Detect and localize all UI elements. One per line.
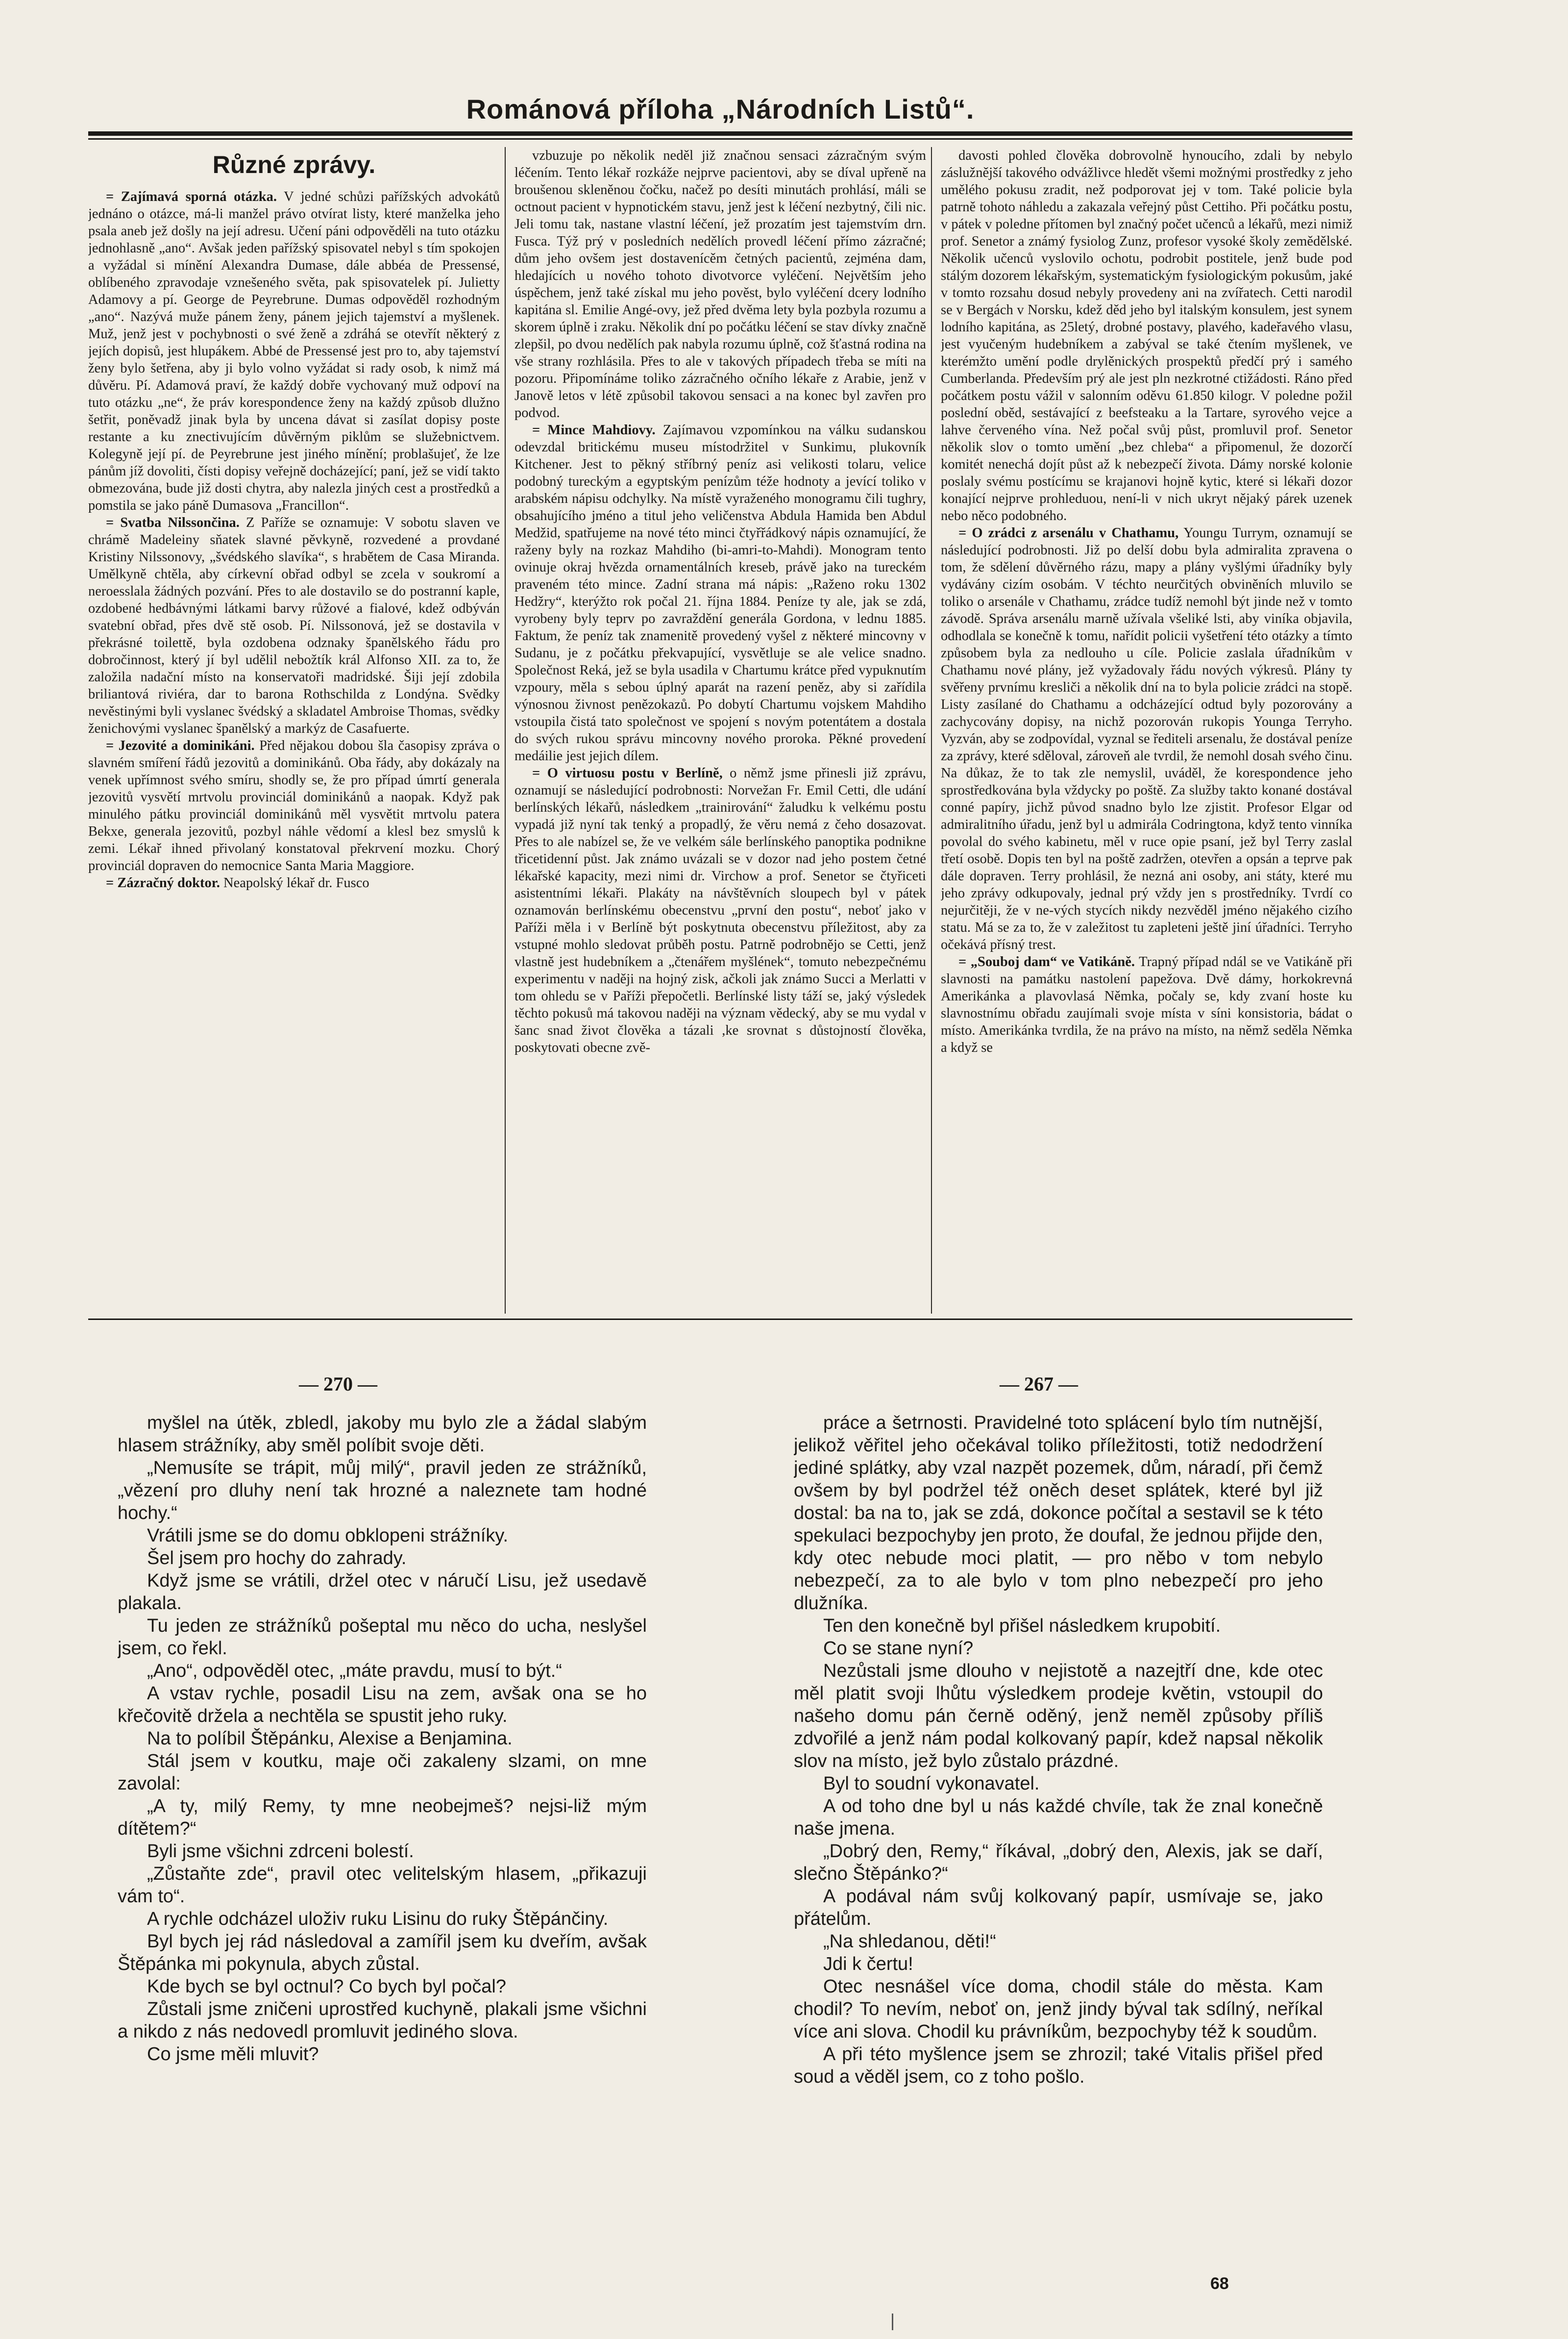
novel-paragraph: Zůstali jsme zničeni uprostřed kuchyně, plakali jsme všichni a nikdo z nás nedovedl promluvit jediného slova. (118, 1999, 647, 2042)
novel-paragraph: Tu jeden ze strážníků pošeptal mu něco do ucha, neslyšel jsem, co řekl. (118, 1616, 647, 1659)
news-item (941, 524, 1352, 953)
news-item (514, 765, 926, 1056)
novel-paragraph: Co jsme měli mluvit? (147, 2044, 319, 2065)
novel-paragraph: Co se stane nyní? (823, 1638, 974, 1659)
section-bottom-rule (88, 1319, 1352, 1320)
news-item (88, 737, 500, 874)
news-item (88, 188, 500, 514)
novel-paragraph: „Na shledanou, děti!“ (823, 1931, 996, 1952)
news-item-headline: = Jezovité a dominikáni. (106, 738, 255, 753)
novel-paragraph: „Ano“, odpověděl otec, „máte pravdu, musí to být.“ (147, 1661, 562, 1681)
page-number-left: — 270 — (299, 1373, 377, 1395)
novel-paragraph: práce a šetrnosti. Pravidelné toto splácení bylo tím nutnější, jelikož věřitel jeho očekával toliko příležitosti, totiž nedodržení jediné splátky, aby vzal nazpět pozemek, dům, náradí, při čemž ovšem by byl podržel též oněch deset splátek, které byl již dostal: ba na to, jak se zdá, dokonce počítal a sestavil se k této spekulaci bezpochyby jen proto, že doufal, že jednou přijde den, kdy otec nebude moci platit, — pro něbo v tom nebylo nebezpečí, za to ale bylo v tom plno nebezpečí pro jeho dlužníka. (794, 1413, 1323, 1614)
news-item-text: Zajímavou vzpomínkou na válku sudanskou odevzdal britickému museu místodržitel v Sunkimu, plukovník Kitchener. Jest to pěkný stříbrný peníz asi velikosti tolaru, velice podobný tureckým a egyptským penízům téže hodnoty a jevící toliko v arabském nápisu odchylky. Na místě vyraženého monogramu čili tughry, obsahujícího jméno a titul jeho veličenstva Abdula Hamida ben Abdul Medžid, spatřujeme na nové této minci čtyřřádkový nápis oznamující, že raženy byly na rozkaz Mahdiho (bi-amri-to-Mahdi). Monogram tento ovinuje okraj hvězda ornamentálních kreseb, právě jako na tureckém praveném této mince. Zadní strana má nápis: „Raženo roku 1302 Hedžry“, kterýžto rok počal 21. října 1884. Peníze ty ale, jak se zdá, vyrobeny byly teprv po zavraždění generála Gordona, v lednu 1885. Faktum, že peníz tak znamenitě provedený vyšel z některé mincovny v Sudanu, je z počátku překvapující, vysvětluje se ale velice snadno. Společnost Reká, jež se byla usadila v Chartumu krátce před vypuknutím vzpoury, měla s sebou úplný aparát na razení peněz, aby si zařídila výnosnou živnost penězokazů. Po dobytí Chartumu vojskem Mahdiho vstoupila čistá tato společnost ve spojení s novým potentátem a dostala do svých rukou správu mincovny nového proroka. Pěkné provedení medáilie jest jejich dílem. (514, 423, 926, 764)
footer-sheet-number: 68 (1210, 2274, 1229, 2293)
news-item-text: Youngu Turrym, oznamují se následující podrobnosti. Již po delší dobu byla admiralita zpravena o tom, že sdělení důvěrného rázu, mapy a plány vyšlými úřadníky byly vydávány cizím osobám. V téchto neurčitých obviněních mluvilo se toliko o arsenále v Chathamu, zrádce tudíž nemohl být jinde než v tomto závodě. Správa arsenálu marně užívala všeliké lsti, aby viníka objavila, odhodlala se konečně k tomu, nařídit policii vyšetření této otázky a tímto způsobem byla za nedlouho u cíle. Policie zaslala úřadníkům v Chathamu nové plány, jež vyžadovaly řádu nových výkresů. Plány ty svěřeny prvnímu kresliči a několik dní na to byla policie zrádci na stopě. Listy zasílané do Chathamu a odcházející odtud byly pozorovány a zachycovány dopisy, na nichž pozorován rukopis Younga Terryho. Vyzván, aby se zodpovídal, vyznal se řediteli arsenalu, že dostával peníze za zprávy, které sděloval, zároveň ale tvrdil, že nemohl dosah svého činu. Na důkaz, že to tak zle nemyslil, uváděl, že korespondence jeho sprostředkována byla vždycky po poště. Za služby takto konané dostával conné papíry, jichž původ snadno bylo lze zjistit. Profesor Elgar od admiralitního úřadu, jenž byl u admirála Codringtona, když tento vinníka povolal do svého kabinetu, měl v ruce opie psaní, jež byl Terry zaslal třetí osobě. Dopis ten byl na poště zadržen, otevřen a opsán a teprve pak dále dopraven. Terry prohlásil, že nezná ani osoby, ani státy, které mu jeho zprávy odkupovaly, jednal prý vždy jen s prostředníky. Tvrdí co nejurčitěji, že v ne-vých stycích nikdy nezvěděl jméno nějakého cizího statu. Má se za to, že v zaležitost tu zapleteni ještě jiní úřadníci. Terryho očekává přísný trest. (941, 525, 1352, 952)
novel-paragraph: A od toho dne byl u nás každé chvíle, tak že znal konečně naše jmena. (794, 1796, 1323, 1839)
news-item-headline: = O zrádci z arsenálu v Chathamu, (958, 525, 1179, 541)
novel-paragraph: Kde bych se byl octnul? Co bych byl počal? (147, 1976, 506, 1997)
section-heading: Různé zprávy. (212, 151, 376, 178)
novel-paragraph: „Dobrý den, Remy,“ říkával, „dobrý den, Alexis, jak se daří, slečno Štěpánko?“ (794, 1841, 1323, 1884)
novel-paragraph: A při této myšlence jsem se zhrozil; také Vitalis přišel před soud a věděl jsem, co z toho pošlo. (794, 2044, 1323, 2087)
novel-paragraph: Byl to soudní vykonavatel. (823, 1773, 1040, 1794)
novel-paragraph: Na to políbil Štěpánku, Alexise a Benjamina. (147, 1728, 513, 1749)
novel-paragraph: „A ty, milý Remy, ty mne neobejmeš? nejsi-liž mým dítětem?“ (118, 1796, 647, 1839)
novel-paragraph: Vrátili jsme se do domu obklopeni strážníky. (147, 1525, 509, 1546)
masthead-title: Románová příloha „Národních Listů“. (466, 94, 975, 124)
novel-paragraph: Nezůstali jsme dlouho v nejistotě a nazejtří dne, kde otec měl platit svoji lhůtu výsledkem prodeje květin, vstoupil do našeho domu pán černě oděný, jenž neměl způsoby příliš zdvořilé a jenž nám podal kolkovaný papír, kdež napsal několik slov na místo, jež bylo zůstalo prázdné. (794, 1661, 1323, 1771)
news-item (514, 422, 926, 765)
news-item-text: o němž jsme přinesli již zprávu, oznamují se následující podrobnosti: Norvežan Fr. Emil Cetti, dle udání berlínských lékařů, následkem „trainirování“ žaludku k velkému postu vypadá již nyní tak tenký a propadlý, že věru nemá z čeho dosazovat. Přes to ale nabízel se, že ve velkém sále berlínského panoptika podnikne třicetidenní půst. Jak známo uvázali se v dozor nad jeho postem četné lékařské kapacity, mezi nimi dr. Virchow a prof. Senetor se čtyřiceti asistentními lékaři. Plakáty na návštěvních sloupech byl v pátek oznamován berlínskému obecenstvu „první den postu“, neboť jako v Paříži měla i v Berlíně být poskytnuta obecenstvu příležitost, aby za vstupné mohlo sledovat průběh postu. Patrně podrobnějo se Cetti, jenž vlastně jest hudebníkem a „čtenářem myšlének“, tomuto nebezpečnému experimentu v naději na hojný zisk, ačkoli jak známo Succi a Merlatti v tom ohledu se v Paříži přepočetli. Berlínské listy táží se, jaký výsledek těchto pokusů má takovou naději na význam vědecký, aby se mu vydal v šanc snad život člověka a tázali ,ke srovnat s důstojností člověka, poskytovati obecne zvě- (514, 766, 926, 1055)
novel-page-right (794, 1412, 1323, 2304)
news-item-text: Trapný případ ndál se ve Vatikáně při slavnosti na památku nastolení papežova. Dvě dámy, horkokrevná Amerikánka a plavovlasá Němka, počaly se, kdy zvaní hoste ku slavnostnímu obřadu zaujímali svoje místa v síni konsistoria, bádat o místo. Amerikánka tvrdila, že na právo na místo, na němž seděla Němka a když se (941, 954, 1352, 1055)
novel-paragraph: Když jsme se vrátili, držel otec v náručí Lisu, jež usedavě plakala. (118, 1570, 647, 1614)
page-number-right: — 267 — (1000, 1373, 1078, 1395)
novel-paragraph: Byli jsme všichni zdrceni bolestí. (147, 1841, 414, 1862)
news-item-headline: = Mince Mahdiovy. (532, 423, 656, 438)
news-item-text: Neapolský lékař dr. Fusco (220, 875, 369, 891)
novel-paragraph: Otec nesnášel více doma, chodil stále do města. Kam chodil? To nevím, neboť on, jenž jindy býval tak sdílný, neříkal více ani slova. Chodil ku právníkům, bezpochyby též k soudům. (794, 1976, 1323, 2042)
news-item-text: V jedné schůzi pařížských advokátů jednáno o otázce, má-li manžel právo otvírat listy, které manželka jeho psala aneb jež došly na její adresu. Učení páni odpověděli na tuto otázku jednohlasně „ano“. Avšak jeden pařížský spisovatel nebyl s tím spokojen a vyžádal si mínění Alexandra Dumase, dále abbéa de Pressensé, oblíbeného zpravodaje vznešeného světa, pak spisovatelek pí. Julietty Adamovy a pí. George de Peyrebrune. Dumas odpověděl rozhodným „ano“. Nazývá muže pánem ženy, pánem jejich tajemství a myšlenek. Muž, jenž jest v pochybnosti o své ženě a zdráhá se otevřít některý z jejích dopisů, jest hlupákem. Abbé de Pressensé jest pro to, aby tajemství ženy bylo šetřena, aby ji bylo volno vyžádat si rady osob, k nimž má důvěru. Pí. Adamová praví, že každý dobře vychovaný muž odpoví na tuto otázku „ne“, že práv korespondence ženy na každý způsob dlužno šetřit, poněvadž jinak byla by uncena dávat si zasílat dopisy poste restante a ku znectivujícím důvěrným piklům se služebnictvem. Kolegyně její pí. de Peyrebrune jest jiného mínění; problašujeť, že lze pánům jíž dovoliti, čísti dopisy veřejně docházející; paní, jež se vidí takto obmezována, bude již dosti chytra, aby nalezla jiných cest a prostředků a pomstila se jako páně Dumasova „Francillon“. (88, 189, 500, 513)
column-divider (505, 147, 506, 1314)
news-item (941, 953, 1352, 1056)
novel-paragraph: Stál jsem v koutku, maje oči zakaleny slzami, on mne zavolal: (118, 1751, 647, 1794)
novel-paragraph: A vstav rychle, posadil Lisu na zem, avšak ona se ho křečovitě držela a nechtěla se spustit jeho ruky. (118, 1683, 647, 1726)
news-item-headline: = Zajímavá sporná otázka. (106, 189, 277, 204)
novel-paragraph: „Zůstaňte zde“, pravil otec velitelským hlasem, „přikazuji vám to“. (118, 1864, 647, 1907)
novel-paragraph: A rychle odcházel uloživ ruku Lisinu do ruky Štěpánčiny. (147, 1909, 609, 1929)
column-divider (931, 147, 932, 1314)
news-item-text: Z Paříže se oznamuje: V sobotu slaven ve chrámě Madeleiny sňatek slavné pěvkyně, rozvedené a provdané Kristiny Nilssonovy, „švédského slavíka“, s hrabětem de Casa Miranda. Umělkyně chtěla, aby církevní obřad odbyl se zcela v soukromí a neroesslala žádných pozvání. Přes to ale dostavilo se do postranní kaple, ozdobené hedbávnými látkami barvy růžové a fialové, kdež odbýván svatební obřad, přes dvě stě osob. Pí. Nilssonová, jež se dostavila v překrásné toilettě, byla ozdobena odznaky španělského řádu pro dobročinnost, který jí byl udělil nebožtík král Alfonso XII. za to, že založila nadační místo na konservatoři madridské. Šiji její zdobila briliantová riviéra, dar to barona Rothschilda z Londýna. Svědky nevěstinými byli vyslanec švédský a skladatel Ambroise Thomas, svědky ženichovými vyslanec španělský a markýz de Casafuerte. (88, 515, 500, 736)
news-item-headline: = Zázračný doktor. (106, 875, 220, 891)
news-column-3 (941, 147, 1352, 1314)
news-column-2 (514, 147, 926, 1314)
news-column-1 (88, 147, 500, 1314)
news-item-text: davosti pohled člověka dobrovolně hynoucího, zdali by nebylo záslužnější takového odvážlivce hledět všemi možnými prostředky z jeho umělého pokusu zradit, než podporovat jej v tom. Také policie byla patrně tohoto náhledu a zakazala veřejný půst Cettiho. Při počátku postu, v pátek v poledne přítomen byl značný počet učenců a lékařů, mezi nimiž prof. Senetor a známý fysiolog Zunz, profesor vysoké školy zemědělské. Několik učenců vyslovilo ochotu, podrobit postitele, jenž bude pod stálým dozorem lékařským, systematickým fysiologickým pokusům, jaké v tomto rozsahu dosud nebyly provedeny ani na zvířatech. Cetti narodil se v Bergách v Norsku, kdež děd jeho byl italským konsulem, jest synem lodního kapitána, as 25letý, drobné postavy, plavého, kadeřavého vlasu, jest vyučeným hudebníkem a zabýval se také čtením myšlenek, ve kterémžto umění podle drylěnických prospektů předčí prý i samého Cumberlanda. Především prý ale jest pln nezkrotné ctižádosti. Ráno před počátkem postu vážil v salonním oděvu 61.850 kilogr. V poledne požil poslední oběd, sestávající z beefsteaku a la Tartare, syrového vejce a lahve červeného vína. Než počal svůj půst, promluvil prof. Senetor několik slov o tomto umění „bez chleba“ a připomenul, že dozorčí komitét nenechá dojít půst až k nebezpečí života. Dámy norské kolonie poslaly svému postícímu se krajanovi hojně kytic, které si lékaři dozor konající nejprve prohleduou, není-li v nich ukryt nějaký párek uzenek nebo něco podobného. (941, 148, 1352, 523)
novel-paragraph: Jdi k čertu! (823, 1954, 913, 1974)
news-item (941, 147, 1352, 524)
novel-paragraph: Ten den konečně byl přišel následkem krupobití. (823, 1616, 1221, 1636)
masthead-rule (88, 131, 1352, 136)
novel-paragraph: Byl bych jej rád následoval a zamířil jsem ku dveřím, avšak Štěpánka mi pokynula, abych zůstal. (118, 1931, 647, 1974)
news-item-text: vzbuzuje po několik neděl již značnou sensaci zázračným svým léčením. Tento lékař rozkáže nejprve pacientovi, aby se díval upřeně na broušenou skleněnou čočku, načež po desíti minutách prohlásí, máli se octnout pacient v hypnotickém stavu, jenž jest k léčení nezbytný, čili nic. Jeli tomu tak, nastane vlastní léčení, jež prozatím jest tajemstvím drn. Fusca. Týž prý v posledních nedělích provedl léčení přímo zázračné; dům jeho ovšem jest dostavenícěm četných pacientů, zejména dam, hledajících u nového tohoto divotvorce vyléčení. Největším jeho úspěchem, jenž také získal mu jeho pověst, bylo vyléčení dcery lodního kapitána sl. Emilie Angé-ovy, jež před dvěma lety byla pozbyla rozumu a skorem úplně i zraku. Několik dní po počátku léčení se stav dívky značně zlepšil, po dvou nedělích pak nabyla rozumu úplně, což šťastná rodina na vše strany rozhlásila. Přes to ale v takových případech třeba se míti na pozoru. Připomínáme toliko zázračného očního lékaře z Arabie, jenž v Janově letos v létě způsobil takovou sensaci a na konec byl zavřen pro podvod. (514, 148, 926, 421)
news-item (88, 514, 500, 737)
news-item-headline: = O virtuosu postu v Berlíně, (532, 766, 723, 781)
news-item (88, 874, 500, 892)
novel-paragraph: myšlel na útěk, zbledl, jakoby mu bylo zle a žádal slabým hlasem strážníky, aby směl políbit svoje děti. (118, 1413, 647, 1456)
novel-paragraph: Šel jsem pro hochy do zahrady. (147, 1548, 407, 1568)
news-item (514, 147, 926, 422)
news-item-headline: = Svatba Nilssončina. (106, 515, 240, 530)
novel-paragraph: „Nemusíte se trápit, můj milý“, pravil jeden ze strážníků, „vězení pro dluhy není tak hrozné a naleznete tam hodné hochy.“ (118, 1458, 647, 1523)
news-item-text: Před nějakou dobou šla časopisy zpráva o slavném smíření řádů jezovitů a dominikánů. Oba řády, aby dokázaly na venek upřímnost svého smíru, shodly se, že pro případ úmrtí generala jezovitů vysvětí mrtvolu provinciál dominikánů a naopak. Když pak minulého pátku provinciál dominikánů měl vysvětit mrtvolu patera Bekxe, generala jezovitů, pozbyl náhle vědomí a klesl bez smyslů k zemi. Lékař ihned přivolaný konstatoval překrvení mozku. Chorý provinciál dopraven do nemocnice Santa Maria Maggiore. (88, 738, 500, 873)
masthead-rule-thin (88, 138, 1352, 140)
news-item-headline: = „Souboj dam“ ve Vatikáně. (958, 954, 1135, 970)
novel-page-left (118, 1412, 647, 2304)
fold-mark (892, 2314, 893, 2330)
novel-paragraph: A podával nám svůj kolkovaný papír, usmívaje se, jako přátelům. (794, 1886, 1323, 1929)
